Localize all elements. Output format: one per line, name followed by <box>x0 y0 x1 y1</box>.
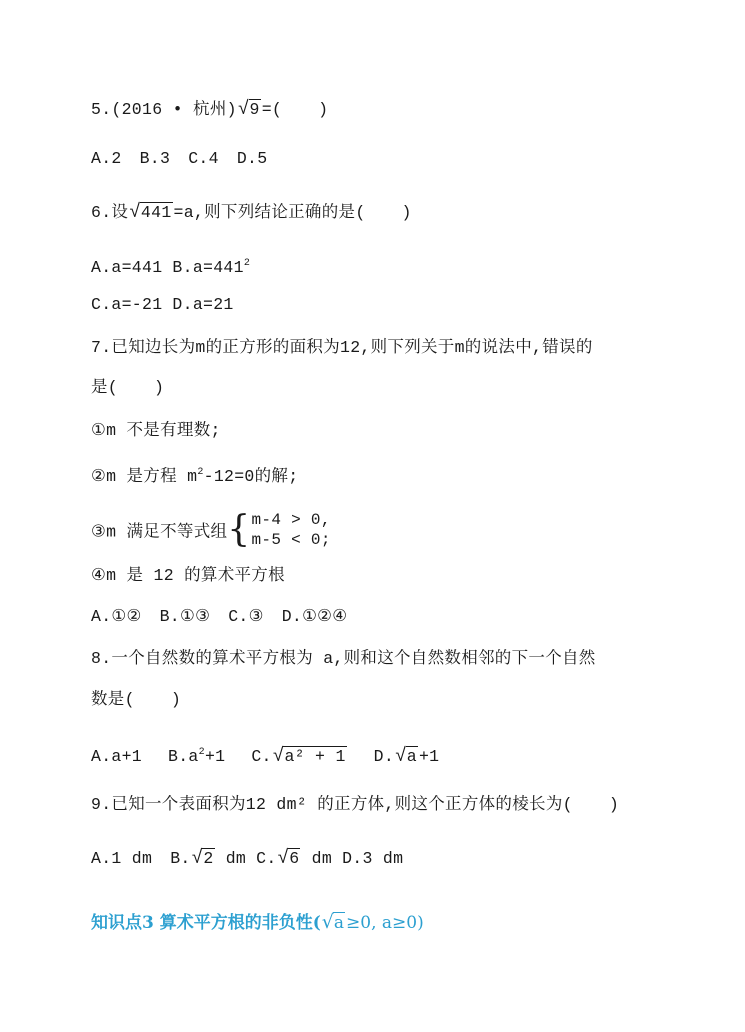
q7-option-b: B.①③ <box>159 607 211 626</box>
q7-options <box>91 606 347 628</box>
q8-close: ) <box>170 690 182 709</box>
q7-s2-prefix: ②m 是方程 m <box>91 467 198 486</box>
q5-sqrt: √ 9 <box>237 98 260 120</box>
q5-option-a: A.2 <box>91 149 122 168</box>
q5-option-d: D.5 <box>236 149 268 168</box>
q7-statement-4: ④m 是 12 的算术平方根 <box>91 566 285 585</box>
q7-s2-sup: 2 <box>197 467 204 478</box>
q6-prefix: 6.设 <box>91 203 129 222</box>
q8-options <box>91 742 439 768</box>
q6-close: ) <box>401 203 412 222</box>
q6-option-a: A.a=441 <box>91 258 163 277</box>
q8-option-a: A.a+1 <box>91 747 143 766</box>
inequality-system: { m-4 > 0, m-5 < 0; <box>227 509 331 550</box>
q7-s2-suffix: -12=0的解; <box>203 467 299 486</box>
question-7-line2 <box>91 377 164 399</box>
q7-statement-3 <box>91 509 331 552</box>
q6-suffix: =a,则下列结论正确的是( <box>173 203 366 222</box>
question-9 <box>91 794 619 816</box>
section-prefix: 知识点3 算术平方根的非负性( <box>91 913 321 933</box>
q7-s3-prefix: ③m 满足不等式组 <box>91 522 228 542</box>
q7-statement-2 <box>91 462 298 488</box>
q8-option-b: $B.a^2+1$ <box>168 747 226 766</box>
q5-option-c: C.4 <box>188 149 219 168</box>
question-6 <box>91 201 412 224</box>
q5-close: ) <box>318 100 329 119</box>
q9-options <box>91 847 403 870</box>
q7-close: ) <box>154 378 165 397</box>
q9-option-d: D.3 dm <box>342 849 404 868</box>
q6-options-row2 <box>91 294 234 316</box>
q9-option-c: C. √ 6 dm <box>256 847 333 869</box>
q5-prefix: 5.(2016 • 杭州) <box>91 100 237 119</box>
section-suffix: ≥0, a≥0) <box>346 913 424 933</box>
q6-option-c: C.a=-21 <box>91 295 163 314</box>
inequality-row-1: m-4 > 0, <box>251 511 331 529</box>
q6-option-b: B.a=441 <box>172 258 244 277</box>
q5-option-b: B.3 <box>139 149 171 168</box>
q8-line2-prefix: 数是( <box>91 690 135 709</box>
question-8-line2 <box>91 689 181 711</box>
q9-option-a: A.1 dm <box>91 849 153 868</box>
question-5 <box>91 98 328 121</box>
q6-option-b-sup: 2 <box>243 258 251 269</box>
q6-sqrt: √ 441 <box>129 201 172 223</box>
question-7-line1: 7.已知边长为m的正方形的面积为12,则下列关于m的说法中,错误的 <box>91 338 593 357</box>
q7-line2-prefix: 是( <box>91 378 119 397</box>
q7-option-d: D.①②④ <box>281 607 348 626</box>
q6-option-d: D.a=21 <box>172 295 234 314</box>
q8-option-d: D. √ a +1 <box>373 745 440 767</box>
q5-options <box>91 148 267 170</box>
q9-option-b: B. √ 2 dm <box>170 847 247 869</box>
q9-close: ) <box>608 795 620 814</box>
q9-text: 9.已知一个表面积为12 dm² 的正方体,则这个正方体的棱长为( <box>91 795 573 814</box>
q7-option-c: C.③ <box>228 607 264 626</box>
section-heading <box>91 908 424 933</box>
q8-option-c: C. √ a² + 1 <box>251 745 346 767</box>
q5-suffix: =( <box>261 100 283 119</box>
q7-option-a: A.①② <box>91 607 142 626</box>
q6-options-row1 <box>91 253 250 279</box>
question-8-line1: 8.一个自然数的算术平方根为 a,则和这个自然数相邻的下一个自然 <box>91 649 596 668</box>
section-sqrt: √ a <box>321 911 345 933</box>
q7-statement-1: ①m 不是有理数; <box>91 421 221 440</box>
inequality-row-2: m-5 < 0; <box>251 531 331 549</box>
